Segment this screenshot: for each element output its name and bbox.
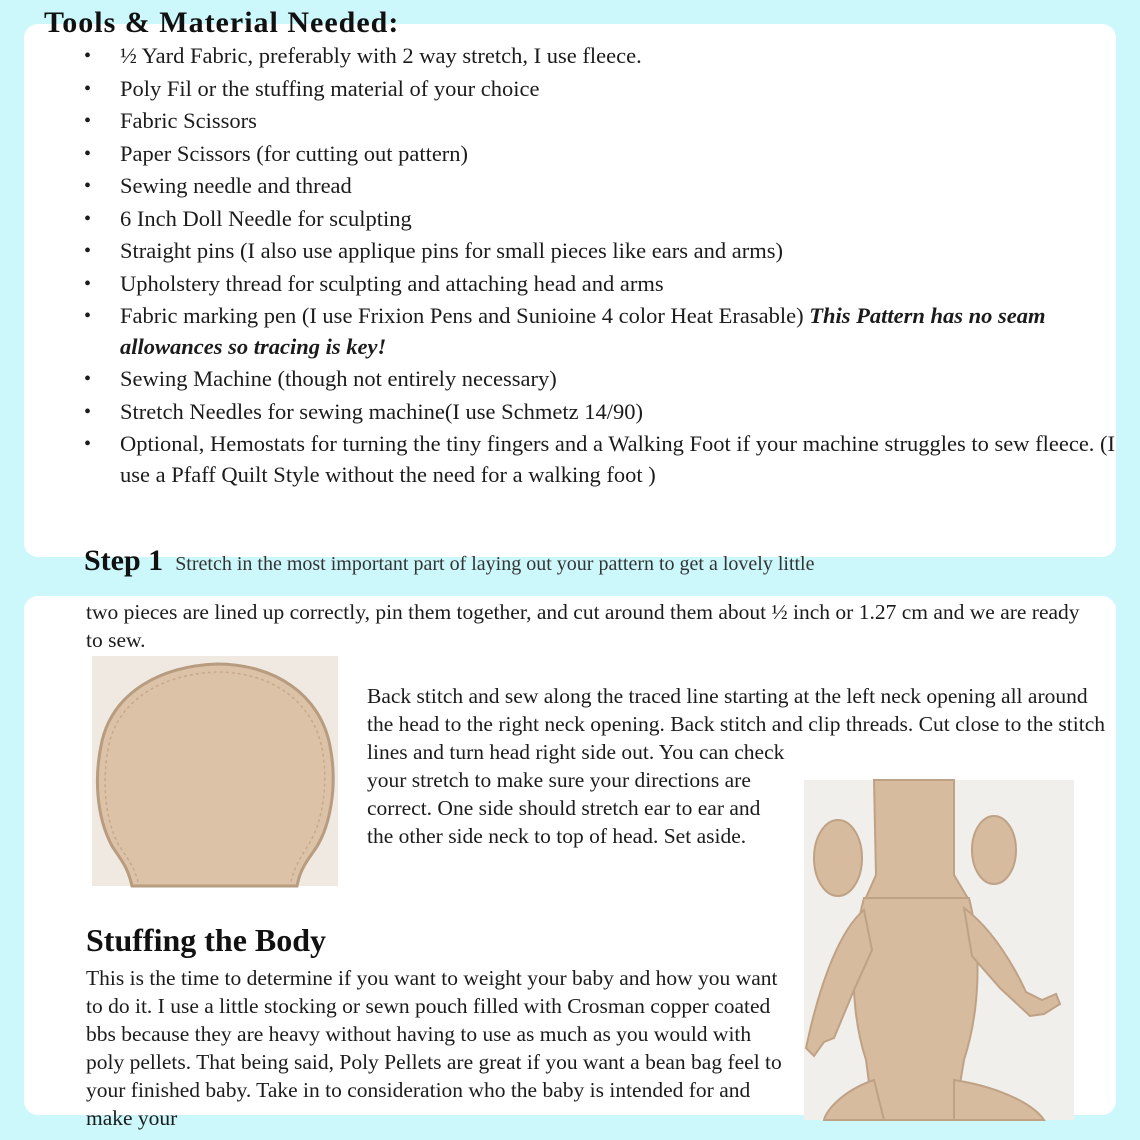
list-item: • Optional, Hemostats for turning the tiny fingers and a Walking Foot if your machine struggles to sew fleece. (I use a Pfaff Quilt Style without the need for a walking foot )	[120, 429, 1140, 490]
list-item: • Sewing Machine (though not entirely necessary)	[120, 364, 1140, 395]
list-item: • 6 Inch Doll Needle for sculpting	[120, 204, 1140, 235]
stretch-check-instructions: your stretch to make sure your directions are correct. One side should stretch ear to ear and the other side neck to top of head. Set aside.	[367, 768, 761, 848]
materials-list	[84, 41, 1140, 492]
clipped-step-heading: Step 1 Stretch in the most important part of laying out your pattern to get a lovely little	[84, 544, 815, 577]
head-fabric-illustration	[92, 656, 338, 886]
list-item: • Fabric Scissors	[120, 106, 1140, 137]
list-item: • Poly Fil or the stuffing material of your choice	[120, 74, 1140, 105]
list-item: • Stretch Needles for sewing machine(I use Schmetz 14/90)	[120, 397, 1140, 428]
doll-body-illustration	[804, 780, 1074, 1120]
doll-body-photo	[804, 780, 1074, 1120]
clipped-section-heading: Tools & Material Needed:	[44, 6, 400, 39]
list-item: • Paper Scissors (for cutting out pattern)	[120, 139, 1140, 170]
stuffing-paragraph: This is the time to determine if you want to weight your baby and how you want to do it. I use a little stocking or sewn pouch filled with Crosman copper coated bbs because they are heavy without having to use as much as you would with poly pellets. That being said, Poly Pellets are great if you want a bean bag feel to your finished baby. Take in to consideration who the baby is intended for and make your	[86, 966, 782, 1130]
head-fabric-photo	[92, 656, 338, 886]
materials-card	[24, 6, 1116, 577]
seam-allowance-note: This Pattern has no seam allowances so tracing is key!	[120, 303, 1046, 359]
stitch-instructions: Back stitch and sew along the traced line starting at the left neck opening all around the head to the right neck opening. Back stitch and clip threads. Cut close to the stitch lines and turn head right side out. You can check	[367, 684, 1105, 764]
list-item: • ½ Yard Fabric, preferably with 2 way stretch, I use fleece.	[120, 41, 1140, 72]
list-item: • Sewing needle and thread	[120, 171, 1140, 202]
section-heading: Stuffing the Body	[86, 922, 327, 958]
instructions-card	[24, 596, 1116, 1130]
intro-paragraph: two pieces are lined up correctly, pin them together, and cut around them about ½ inch or 1.27 cm and we are ready to sew.	[86, 600, 1080, 652]
list-item: • Upholstery thread for sculpting and attaching head and arms	[120, 269, 1140, 300]
list-item: • Straight pins (I also use applique pins for small pieces like ears and arms)	[120, 236, 1140, 267]
list-item: • Fabric marking pen (I use Frixion Pens and Sunioine 4 color Heat Erasable) This Pattern has no seam allowances so tracing is key!	[120, 301, 1140, 362]
